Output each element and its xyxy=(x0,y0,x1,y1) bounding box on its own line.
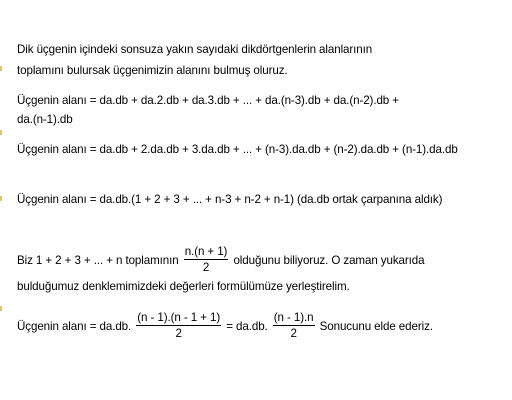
equation1-line1: Üçgenin alanı = da.db + da.2.db + da.3.db + ... + da.(n-3).db + da.(n-2).db + xyxy=(17,94,399,107)
sum-fraction-numerator: n.(n + 1) xyxy=(184,245,228,258)
paragraph2: bulduğumuz denklemimizdeki değerleri formülümüze yerleştirelim. xyxy=(17,280,350,293)
sum-statement-before: Biz 1 + 2 + 3 + ... + n toplamının xyxy=(17,254,179,268)
sum-statement xyxy=(17,247,424,275)
final-fraction-2-numerator: (n - 1).n xyxy=(273,311,314,324)
final-fraction-1-numerator: (n - 1).(n - 1 + 1) xyxy=(137,311,221,324)
paragraph1-line2: toplamını bulursak üçgenimizin alanını bulmuş oluruz. xyxy=(17,64,288,77)
edge-mark xyxy=(0,306,2,311)
equation2: Üçgenin alanı = da.db + 2.da.db + 3.da.db + ... + (n-3).da.db + (n-2).da.db + (n-1).da.db xyxy=(17,143,458,156)
sum-statement-after: olduğunu biliyoruz. O zaman yukarıda xyxy=(233,254,425,268)
final-fraction-2-denominator: 2 xyxy=(290,327,297,340)
final-equation-prefix: Üçgenin alanı = da.db. xyxy=(17,320,132,334)
final-equation-suffix: Sonucunu elde ederiz. xyxy=(319,320,433,334)
final-equation-middle: = da.db. xyxy=(226,320,268,334)
edge-mark xyxy=(0,130,2,135)
final-fraction-2 xyxy=(273,312,315,340)
final-fraction-1 xyxy=(136,312,221,340)
paragraph1-line1: Dik üçgenin içindeki sonsuza yakın sayıdaki dikdörtgenlerin alanlarının xyxy=(17,43,373,56)
equation3: Üçgenin alanı = da.db.(1 + 2 + 3 + ... + n-3 + n-2 + n-1) (da.db ortak çarpanına aldık) xyxy=(17,193,443,206)
equation1-line2: da.(n-1).db xyxy=(17,113,73,126)
sum-fraction-denominator: 2 xyxy=(202,261,210,274)
final-fraction-1-denominator: 2 xyxy=(175,327,182,340)
edge-mark xyxy=(0,196,2,201)
sum-fraction xyxy=(184,246,229,274)
final-equation xyxy=(17,313,433,341)
edge-mark xyxy=(0,66,2,71)
